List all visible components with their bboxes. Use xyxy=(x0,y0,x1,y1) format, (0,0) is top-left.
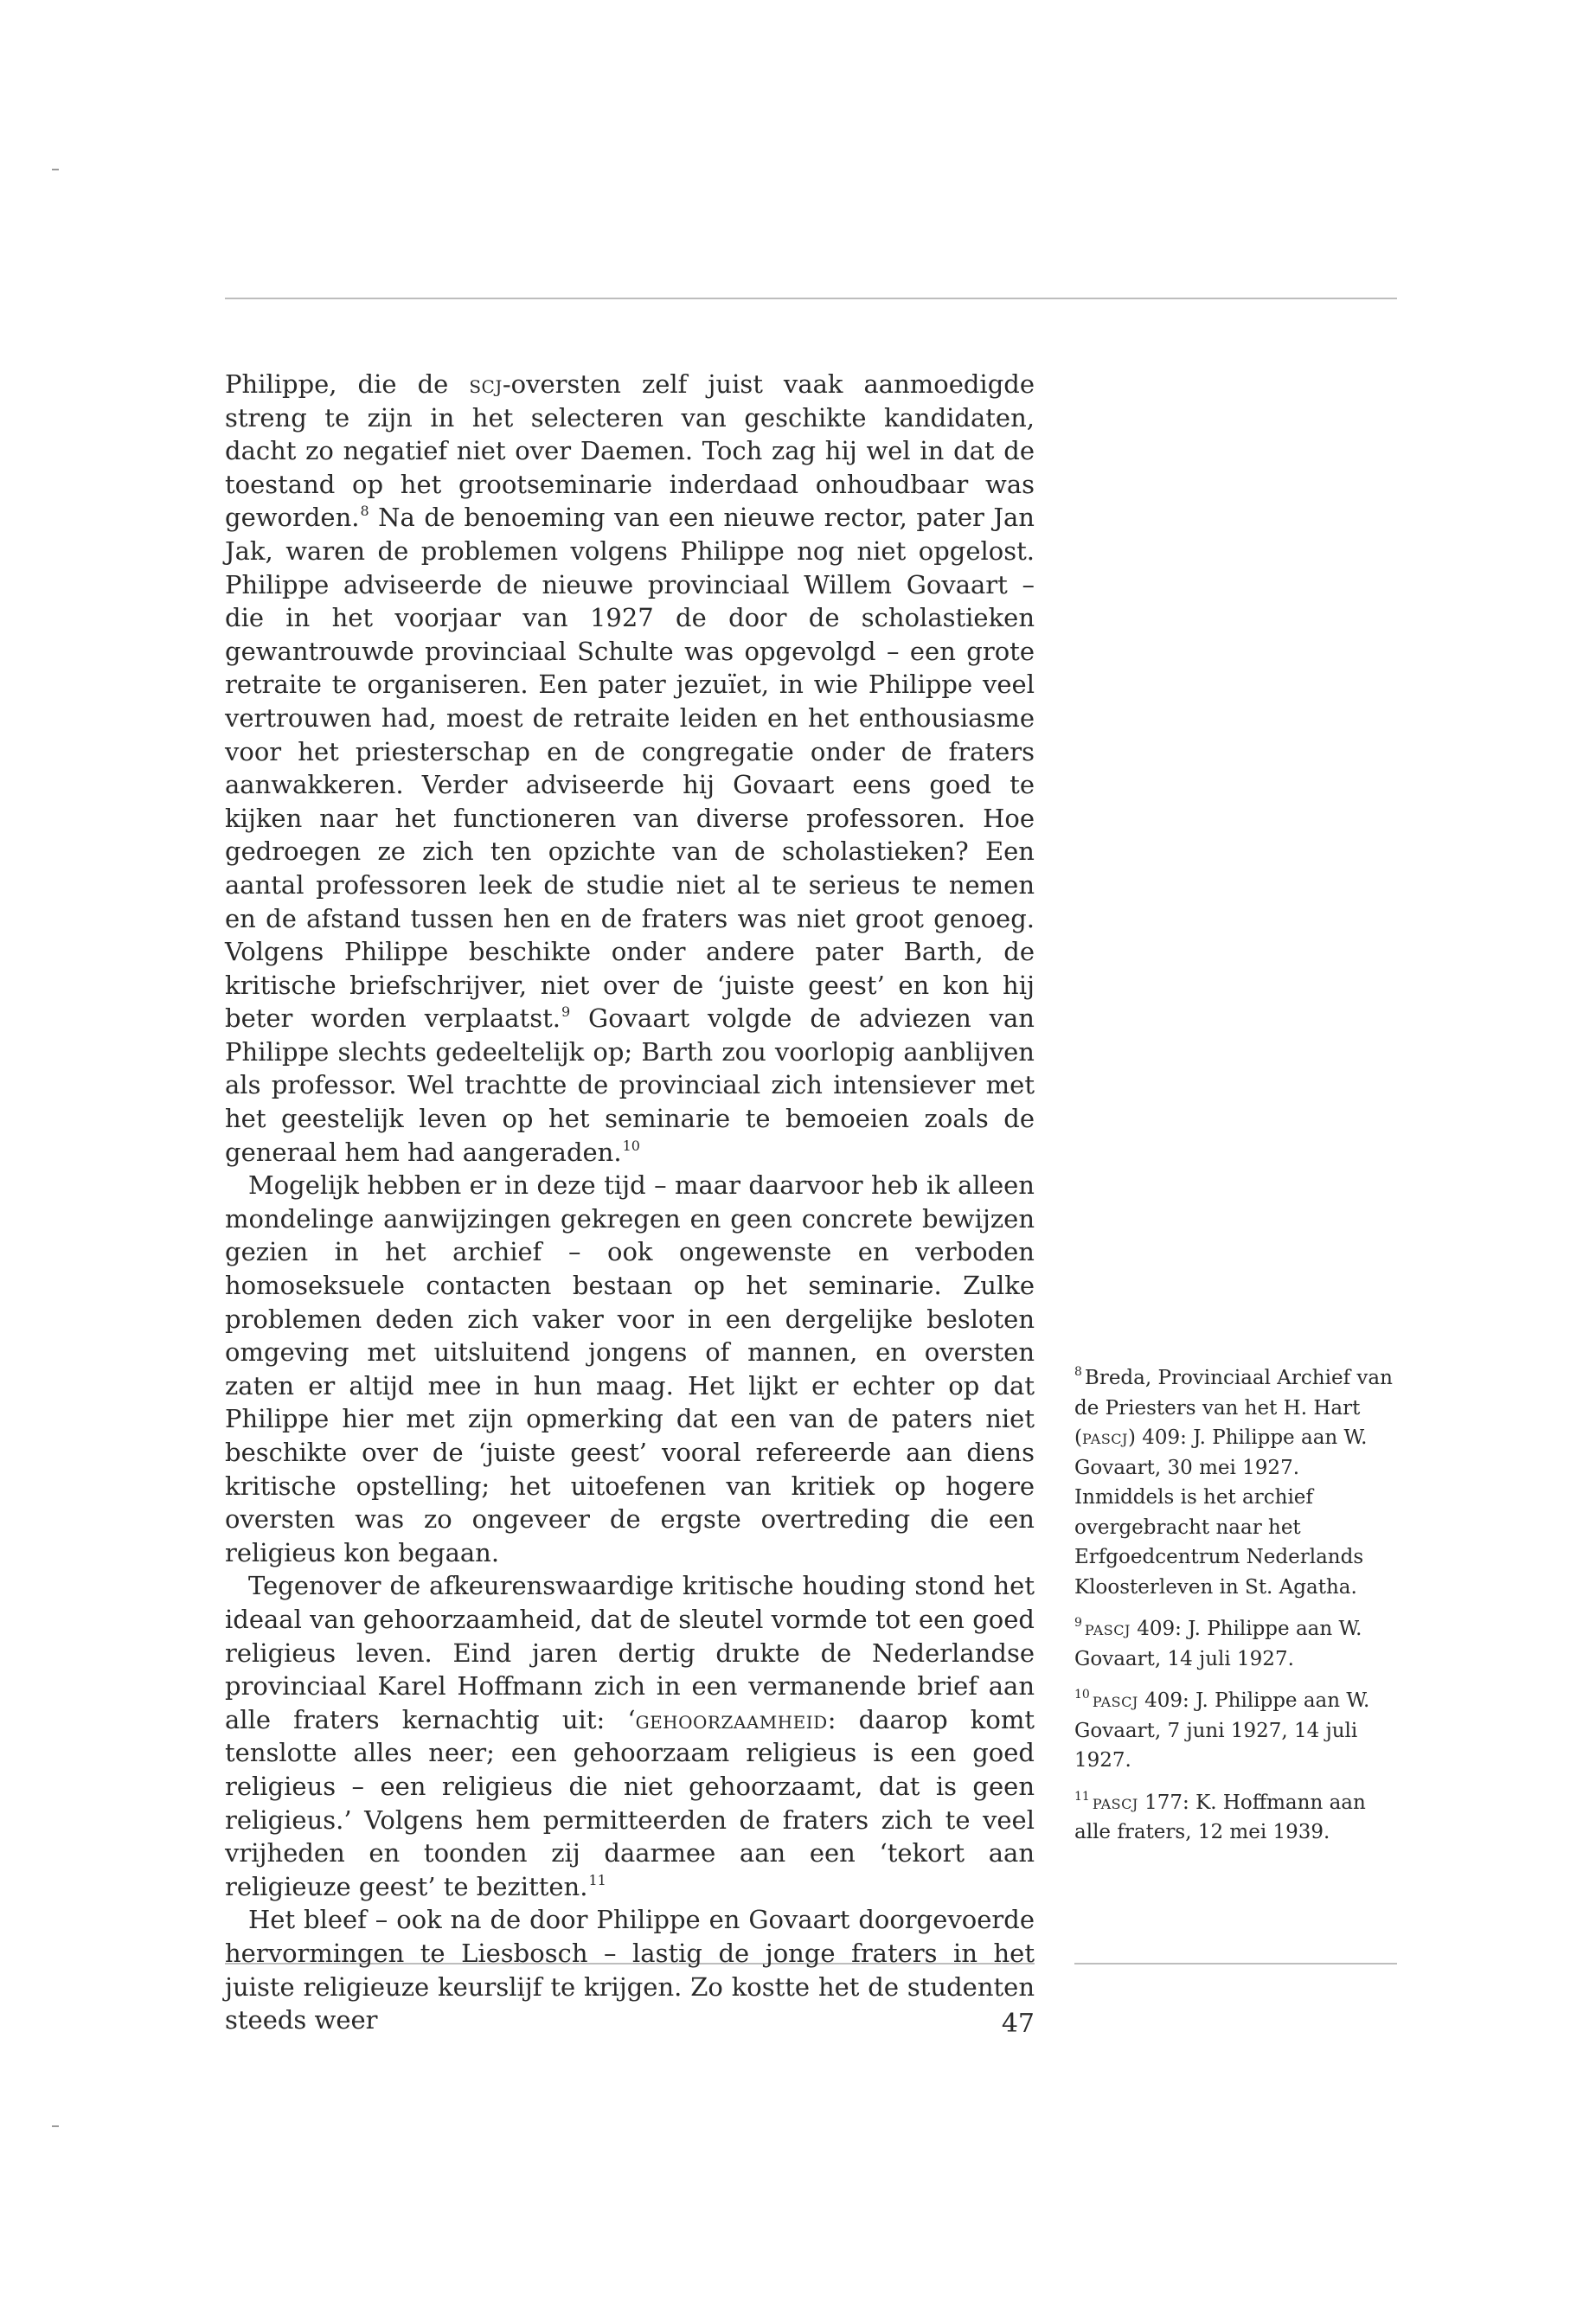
footnote-9: $^9$ pascj 409: J. Philippe aan W. Govaart, 14 juli 1927. xyxy=(1074,1616,1362,1670)
paragraph-1: Philippe, die de scj-oversten zelf juist vaak aanmoedigde streng te zijn in het selecteren van geschikte kandidaten, dacht zo negatief niet over Daemen. Toch zag hij wel in dat de toestand op het grootseminarie inderdaad onhoudbaar was geworden.$^8$ Na de benoeming van een nieuwe rector, pater Jan Jak, waren de problemen volgens Philippe nog niet opgelost. Philippe adviseerde de nieuwe provinciaal Willem Govaart – die in het voorjaar van 1927 de door de scholastieken gewantrouwde provinciaal Schulte was opgevolgd – een grote retraite te organiseren. Een pater jezuïet, in wie Philippe veel vertrouwen had, moest de retraite leiden en het enthousiasme voor het priesterschap en de congregatie onder de fraters aanwakkeren. Verder adviseerde hij Govaart eens goed te kijken naar het functioneren van diverse professoren. Hoe gedroegen ze zich ten opzichte van de scholastieken? Een aantal professoren leek de studie niet al te serieus te nemen en de afstand tussen hen en de fraters was niet groot genoeg. Volgens Philippe beschikte onder andere pater Barth, de kritische briefschrijver, niet over de ‘juiste geest’ en kon hij beter worden verplaatst.$^9$ Govaart volgde de adviezen van Philippe slechts gedeeltelijk op; Barth zou voorlopig aanblijven als professor. Wel trachtte de provinciaal zich intensiever met het geestelijk leven op het seminarie te bemoeien zoals de generaal hem had aangeraden.$^{10}$ xyxy=(225,369,1035,1167)
emphasis-gehoorzaamheid: gehoorzaamheid xyxy=(635,1704,828,1734)
paragraph-2: Mogelijk hebben er in deze tijd – maar daarvoor heb ik alleen mondelinge aanwijzingen gekregen en geen concrete bewijzen gezien in het archief – ook ongewenste en verboden homoseksuele contacten bestaan op het seminarie. Zulke problemen deden zich vaker voor in een dergelijke besloten omgeving met uitsluitend jongens of mannen, en oversten zaten er altijd mee in hun maag. Het lijkt er echter op dat Philippe hier met zijn opmerking dat een van de paters niet beschikte over de ‘juiste geest’ vooral refereerde aan diens kritische opstelling; het uitoefenen van kritiek op hogere oversten was zo ongeveer de ergste overtreding die een religieus kon begaan. xyxy=(225,1170,1035,1567)
header-rule xyxy=(225,298,1397,299)
paragraph-3: Tegenover de afkeurenswaardige kritische houding stond het ideaal van gehoorzaamheid, dat de sleutel vormde tot een goed religieus leven. Eind jaren dertig drukte de Nederlandse provinciaal Karel Hoffmann zich in een vermanende brief aan alle fraters kernachtig uit: ‘gehoorzaamheid: daarop komt tenslotte alles neer; een gehoorzaam religieus is een goed religieus – een religieus die niet gehoorzaamt, dat is geen religieus.’ Volgens hem permitteerden de fraters zich te veel vrijheden en toonden zij daarmee aan een ‘tekort aan religieuze geest’ te bezitten.$^{11}$ xyxy=(225,1571,1035,1901)
crop-mark-top-left xyxy=(52,169,59,170)
footnote-8: $^8$ Breda, Provinciaal Archief van de Priesters van het H. Hart (pascj) 409: J. Philippe aan W. Govaart, 30 mei 1927. Inmiddels is het archief overgebracht naar het Erfgoedcentrum Nederlands Kloosterleven in St. Agatha. xyxy=(1074,1365,1393,1599)
footnote-ref-11: 11 xyxy=(588,1871,606,1888)
footnote-11: $^{11}$ pascj 177: K. Hoffmann aan alle fraters, 12 mei 1939. xyxy=(1074,1789,1366,1843)
crop-mark-bottom-left xyxy=(52,2125,59,2127)
footnote-10: $^{10}$ pascj 409: J. Philippe aan W. Govaart, 7 juni 1927, 14 juli 1927. xyxy=(1074,1688,1370,1772)
paragraph-4: Het bleef – ook na de door Philippe en Govaart doorgevoerde hervormingen te Liesbosch – lastig de jonge fraters in het juiste religieuze keurslijf te krijgen. Zo kostte het de studenten steeds weer xyxy=(225,1905,1035,2035)
footnote-ref-10: 10 xyxy=(622,1137,640,1154)
margin-footer-rule xyxy=(1074,1963,1397,1965)
abbreviation-scj: scj xyxy=(469,369,503,399)
footnotes xyxy=(1074,1363,1396,1860)
footnote-ref-9: 9 xyxy=(561,1003,571,1021)
footnote-ref-8: 8 xyxy=(360,503,369,520)
page-number: 47 xyxy=(1001,2009,1035,2039)
